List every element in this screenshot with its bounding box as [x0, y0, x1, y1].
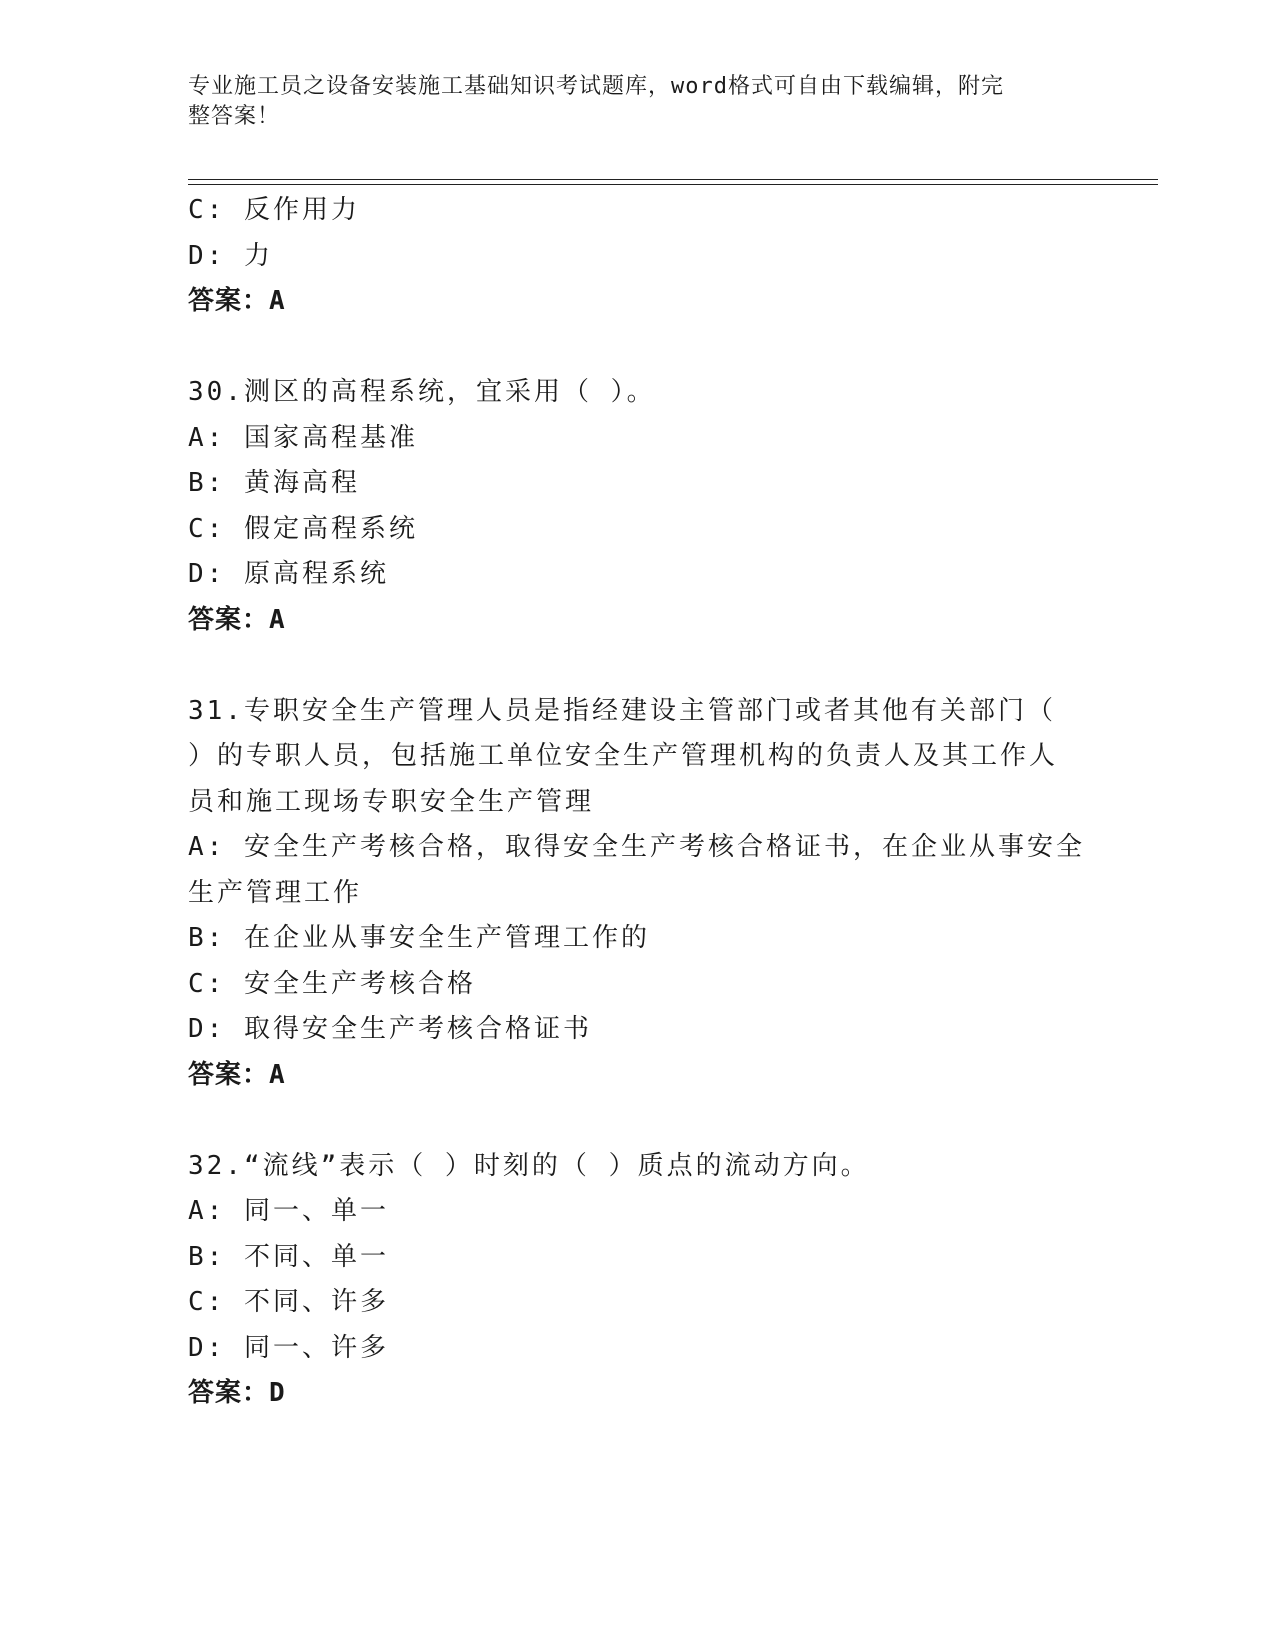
header-divider-top — [188, 179, 1158, 180]
question-list — [188, 325, 1088, 1417]
option-line: D: 原高程系统 — [188, 559, 389, 589]
question-spacer — [188, 1098, 1088, 1144]
question-stem-line: ）的专职人员，包括施工单位安全生产管理机构的负责人及其工作人 — [188, 741, 1059, 771]
option-line: C: 不同、许多 — [188, 1287, 389, 1317]
header-line-1: 专业施工员之设备安装施工基础知识考试题库，word格式可自由下载编辑，附完 — [188, 74, 1004, 99]
option-line: A: 国家高程基准 — [188, 422, 418, 453]
option-line: B: 黄海高程 — [188, 468, 360, 498]
option-line: 生产管理工作 — [188, 877, 363, 908]
option-d: D: 力 — [188, 240, 273, 271]
option-line: C: 安全生产考核合格 — [188, 968, 476, 999]
question-stem-line: 32.“流线”表示（ ）时刻的（ ）质点的流动方向。 — [188, 1150, 870, 1181]
question-stem-line: 员和施工现场专职安全生产管理 — [188, 786, 595, 817]
answer-line: 答案：A — [188, 604, 286, 635]
question-spacer — [188, 643, 1088, 689]
option-line: D: 取得安全生产考核合格证书 — [188, 1014, 592, 1044]
option-line: B: 在企业从事安全生产管理工作的 — [188, 923, 650, 953]
answer-line: 答案：D — [188, 1378, 286, 1408]
question-block — [188, 1144, 1088, 1417]
header-divider-bottom — [188, 184, 1158, 185]
option-line: B: 不同、单一 — [188, 1241, 389, 1272]
question-stem-line: 31.专职安全生产管理人员是指经建设主管部门或者其他有关部门（ — [188, 695, 1056, 726]
question-stem-line: 30.测区的高程系统，宜采用（ ）。 — [188, 377, 656, 407]
option-line: C: 假定高程系统 — [188, 513, 418, 544]
option-line: A: 同一、单一 — [188, 1196, 389, 1226]
answer-line: 答案：A — [188, 1059, 286, 1090]
question-block — [188, 370, 1088, 643]
document-header — [188, 72, 1068, 132]
answer-line: 答案：A — [188, 286, 286, 316]
option-line: D: 同一、许多 — [188, 1332, 389, 1363]
header-line-2: 整答案！ — [188, 104, 281, 129]
exam-content — [188, 188, 1088, 1417]
option-c: C: 反作用力 — [188, 195, 360, 225]
option-line: A: 安全生产考核合格，取得安全生产考核合格证书，在企业从事安全 — [188, 832, 1085, 862]
question-block — [188, 689, 1088, 1099]
question-spacer — [188, 325, 1088, 371]
